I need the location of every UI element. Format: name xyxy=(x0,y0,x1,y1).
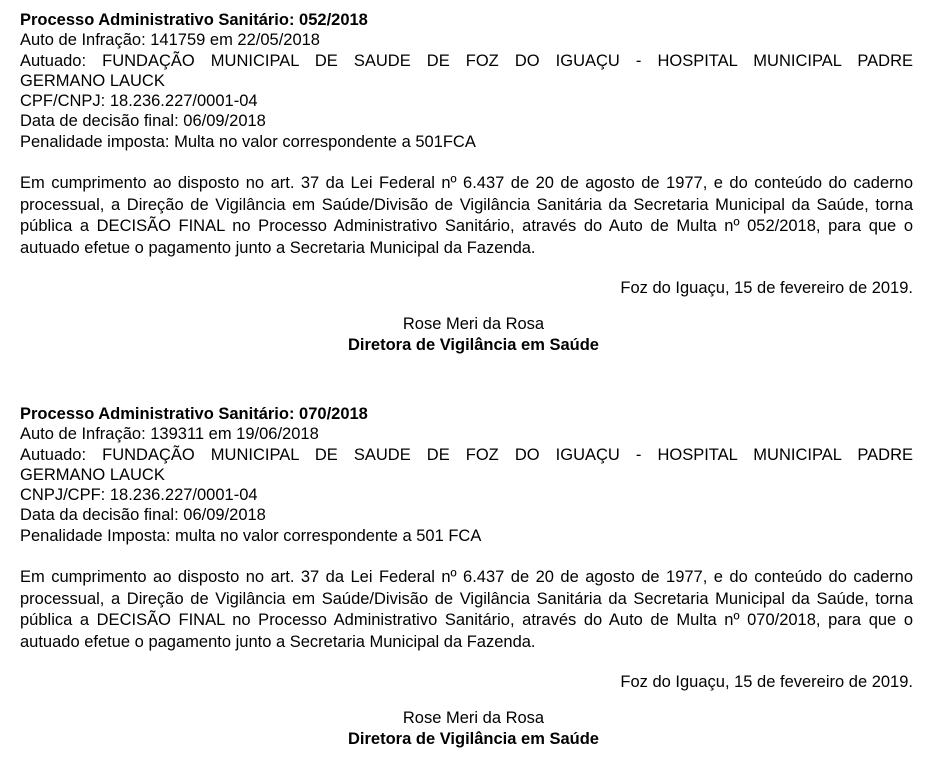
infraction-line: Auto de Infração: 141759 em 22/05/2018 xyxy=(20,31,320,50)
penalty-line: Penalidade imposta: Multa no valor correspondente a 501FCA xyxy=(20,132,476,151)
decision-date-line: Data da decisão final: 06/09/2018 xyxy=(20,506,266,525)
infraction-line: Auto de Infração: 139311 em 19/06/2018 xyxy=(20,425,319,444)
process-title: Processo Administrativo Sanitário: 052/2018 xyxy=(20,11,368,29)
place-date: Foz do Iguaçu, 15 de fevereiro de 2019. xyxy=(620,673,913,692)
penalty-line: Penalidade Imposta: multa no valor correspondente a 501 FCA xyxy=(20,526,482,545)
signer-role: Diretora de Vigilância em Saúde xyxy=(348,336,599,355)
respondent-line-continuation: GERMANO LAUCK xyxy=(20,71,165,90)
signature-block xyxy=(20,314,913,356)
signer-role: Diretora de Vigilância em Saúde xyxy=(348,730,599,749)
respondent-line: Autuado: FUNDAÇÃO MUNICIPAL DE SAUDE DE FOZ DO IGUAÇU - HOSPITAL MUNICIPAL PADRE xyxy=(20,51,913,70)
respondent-line-continuation: GERMANO LAUCK xyxy=(20,465,165,484)
decision-paragraph: Em cumprimento ao disposto no art. 37 da Lei Federal nº 6.437 de 20 de agosto de 1977, e do conteúdo do caderno processual, a Direção de Vigilância em Saúde/Divisão de Vigilância Sanitária da Secretaria Municipal da Saúde, torna pública a DECISÃO FINAL no Processo Administrativo Sanitário, através do Auto de Multa nº 052/2018, para que o autuado efetue o pagamento junto a Secretaria Municipal da Fazenda. xyxy=(20,174,913,257)
signer-name: Rose Meri da Rosa xyxy=(402,315,545,334)
place-date: Foz do Iguaçu, 15 de fevereiro de 2019. xyxy=(620,279,913,298)
spacer xyxy=(20,546,913,567)
decision-paragraph: Em cumprimento ao disposto no art. 37 da Lei Federal nº 6.437 de 20 de agosto de 1977, e do conteúdo do caderno processual, a Direção de Vigilância em Saúde/Divisão de Vigilância Sanitária da Secretaria Municipal da Saúde, torna pública a DECISÃO FINAL no Processo Administrativo Sanitário, através do Auto de Multa nº 070/2018, para que o autuado efetue o pagamento junto a Secretaria Municipal da Fazenda. xyxy=(20,568,913,651)
signer-name: Rose Meri da Rosa xyxy=(402,709,545,728)
decision-date-line: Data de decisão final: 06/09/2018 xyxy=(20,112,266,131)
process-block xyxy=(20,10,913,356)
tax-id-line: CNPJ/CPF: 18.236.227/0001-04 xyxy=(20,486,258,505)
tax-id-line: CPF/CNPJ: 18.236.227/0001-04 xyxy=(20,92,258,111)
respondent-line: Autuado: FUNDAÇÃO MUNICIPAL DE SAUDE DE FOZ DO IGUAÇU - HOSPITAL MUNICIPAL PADRE xyxy=(20,445,913,464)
process-block xyxy=(20,404,913,750)
process-title: Processo Administrativo Sanitário: 070/2018 xyxy=(20,405,368,423)
signature-block xyxy=(20,708,913,750)
spacer xyxy=(20,152,913,173)
